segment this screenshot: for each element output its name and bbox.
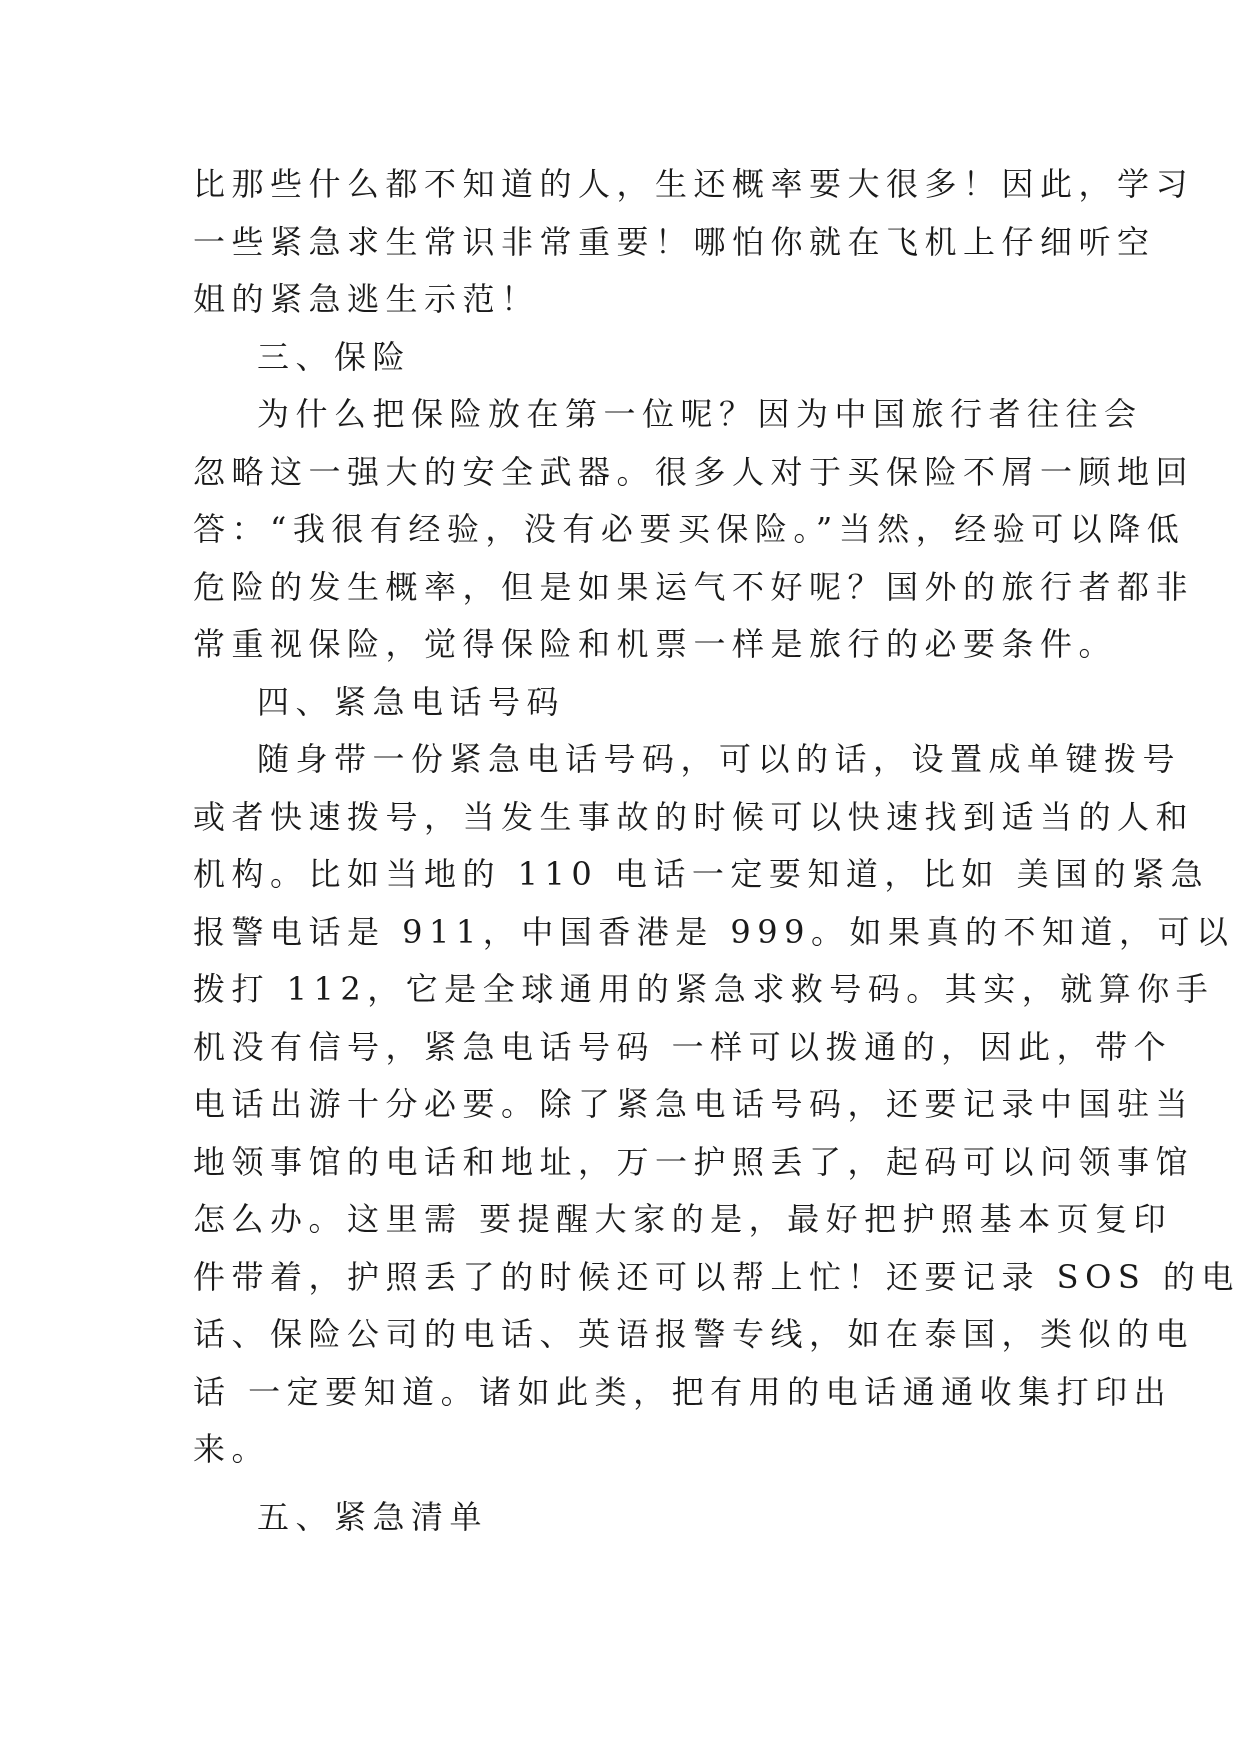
paragraph-line: 机构。比如当地的 110 电话一定要知道，比如 美国的紧急 (193, 855, 1210, 893)
section-heading-insurance: 三、保险 (257, 337, 412, 376)
document-page (193, 156, 1240, 1546)
paragraph-line: 机没有信号，紧急电话号码 一样可以拨通的，因此，带个 (193, 1027, 1173, 1066)
paragraph-line: 危险的发生概率，但是如果运气不好呢？国外的旅行者都非 (193, 567, 1195, 606)
paragraph-line: 话、保险公司的电话、英语报警专线，如在泰国，类似的电 (193, 1315, 1195, 1353)
paragraph-line: 为什么把保险放在第一位呢？因为中国旅行者往往会 (257, 395, 1143, 433)
paragraph-line: 怎么办。这里需 要提醒大家的是，最好把护照基本页复印 (193, 1200, 1173, 1238)
paragraph-line: 拨打 112，它是全球通用的紧急求救号码。其实，就算你手 (193, 970, 1215, 1008)
paragraph-line: 比那些什么都不知道的人，生还概率要大很多！因此，学习 (193, 165, 1195, 203)
paragraph-line: 一些紧急求生常识非常重要！哪怕你就在飞机上仔细听空 (193, 222, 1156, 261)
section-heading-emergency-list: 五、紧急清单 (257, 1497, 489, 1536)
paragraph-line: 随身带一份紧急电话号码，可以的话，设置成单键拨号 (257, 740, 1182, 778)
paragraph-line: 话 一定要知道。诸如此类，把有用的电话通通收集打印出 (193, 1372, 1173, 1411)
paragraph-line: 电话出游十分必要。除了紧急电话号码，还要记录中国驻当 (193, 1085, 1195, 1123)
paragraph-line: 地领事馆的电话和地址，万一护照丢了，起码可以问领事馆 (193, 1142, 1195, 1181)
paragraph-line: 忽略这一强大的安全武器。很多人对于买保险不屑一顾地回 (193, 452, 1195, 491)
paragraph-line: 答：“我很有经验，没有必要买保险。”当然，经验可以降低 (193, 510, 1186, 548)
paragraph-line: 来。 (193, 1430, 271, 1468)
paragraph-line: 姐的紧急逃生示范！ (193, 280, 540, 318)
section-heading-emergency-numbers: 四、紧急电话号码 (257, 682, 566, 721)
paragraph-line: 件带着，护照丢了的时候还可以帮上忙！还要记录 SOS 的电 (193, 1257, 1240, 1296)
paragraph-line: 报警电话是 911，中国香港是 999。如果真的不知道，可以 (193, 912, 1235, 951)
paragraph-line: 常重视保险，觉得保险和机票一样是旅行的必要条件。 (193, 625, 1118, 663)
paragraph-line: 或者快速拨号，当发生事故的时候可以快速找到适当的人和 (193, 797, 1195, 836)
